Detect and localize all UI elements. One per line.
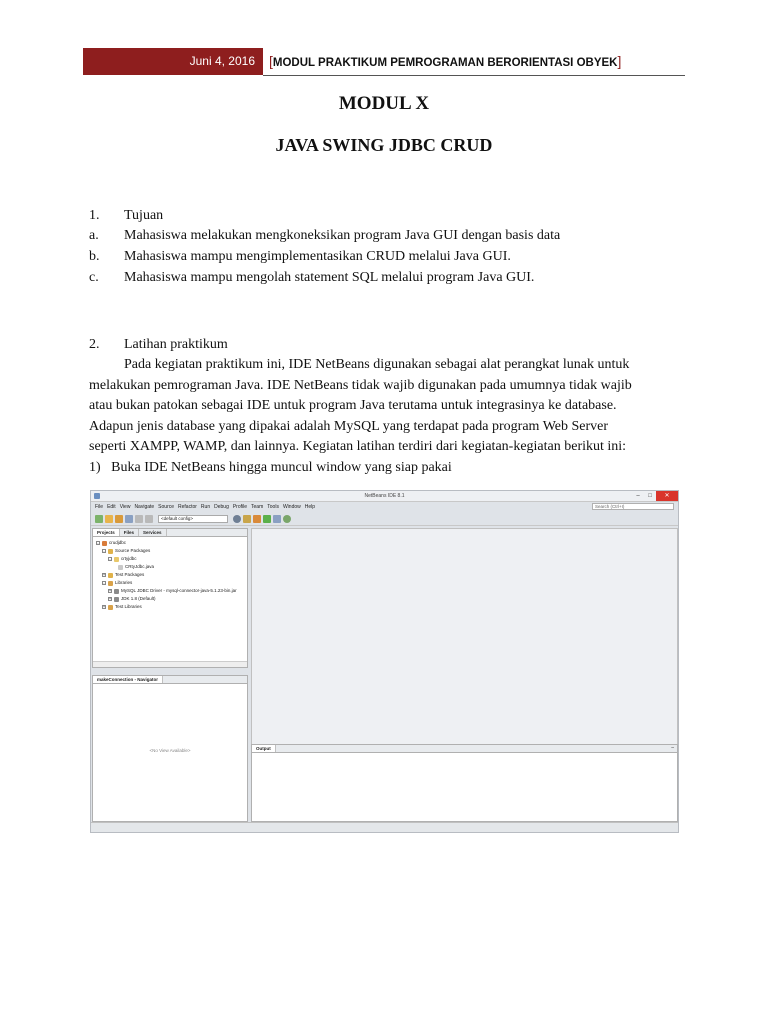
menu-help[interactable]: Help	[304, 503, 316, 510]
tree-node[interactable]	[96, 563, 247, 571]
paragraph-line: seperti XAMPP, WAMP, dan lainnya. Kegiatan latihan terdiri dari kegiatan-kegiatan berikut ini:	[89, 439, 627, 454]
section1-heading	[89, 206, 163, 226]
tree-node[interactable]	[96, 587, 247, 595]
header-title	[269, 48, 621, 75]
tree-label: crtyjdbc	[121, 556, 137, 561]
navigator-tabs	[93, 676, 247, 684]
maximize-icon[interactable]: □	[648, 493, 652, 499]
menu-file[interactable]: File	[95, 503, 104, 510]
tree-node[interactable]	[96, 579, 247, 587]
project-icon	[102, 541, 107, 546]
jdk-icon	[114, 597, 119, 602]
goal-item	[89, 247, 511, 267]
navigator-empty-text: <No View Available>	[149, 748, 191, 753]
step-1: 1) Buka IDE NetBeans hingga muncul window yang siap pakai	[89, 459, 452, 475]
close-icon[interactable]: ✕	[656, 491, 678, 501]
collapse-icon[interactable]: -	[97, 541, 99, 545]
tree-label: Test Libraries	[115, 604, 142, 609]
clean-build-icon[interactable]	[253, 515, 261, 523]
header-date: Juni 4, 2016	[83, 48, 263, 75]
ide-menubar	[91, 502, 678, 511]
minimize-panel-icon[interactable]: –	[671, 745, 674, 751]
package-folder-icon	[108, 573, 113, 578]
ide-window-title: NetBeans IDE 8.1	[364, 493, 405, 499]
libraries-icon	[108, 581, 113, 586]
ide-toolbar	[91, 512, 678, 526]
netbeans-screenshot	[90, 490, 679, 833]
output-panel	[251, 744, 678, 822]
redo-icon[interactable]	[145, 515, 153, 523]
tree-node[interactable]	[96, 571, 247, 579]
window-controls	[632, 491, 678, 502]
menu-window[interactable]: Window	[282, 503, 301, 510]
tree-node[interactable]	[96, 555, 247, 563]
section1-number: 1.	[89, 208, 100, 223]
tree-label: crudjdbc	[109, 540, 127, 545]
tree-label: MySQL JDBC Driver - mysql-connector-java-5.1.23-bin.jar	[121, 588, 237, 593]
menu-debug[interactable]: Debug	[214, 503, 229, 510]
expand-icon[interactable]: +	[109, 597, 112, 601]
collapse-icon[interactable]: -	[103, 581, 105, 585]
header-title-text: MODUL PRAKTIKUM PEMROGRAMAN BERORIENTASI OBYEK	[272, 57, 618, 69]
projects-panel	[92, 528, 248, 668]
goal-text: Mahasiswa mampu mengimplementasikan CRUD melalui Java GUI.	[124, 249, 511, 264]
menu-navigate[interactable]: Navigate	[134, 503, 155, 510]
projects-tabs	[93, 529, 247, 537]
menu-tools[interactable]: Tools	[267, 503, 279, 510]
save-all-icon[interactable]	[125, 515, 133, 523]
goal-marker: a.	[89, 228, 99, 243]
undo-icon[interactable]	[135, 515, 143, 523]
paragraph-line: atau bukan patokan sebagai IDE untuk program Java terutama untuk integrasinya ke database.	[89, 398, 617, 413]
tree-label: Source Packages	[115, 548, 151, 553]
section2-number: 2.	[89, 337, 100, 352]
tree-label: Libraries	[115, 580, 133, 585]
expand-icon[interactable]: +	[103, 605, 106, 609]
menu-profile[interactable]: Profile	[232, 503, 248, 510]
tree-node[interactable]	[96, 547, 247, 555]
navigator-panel	[92, 675, 248, 822]
tab-navigator[interactable]: makeConnection - Navigator	[93, 676, 163, 683]
libraries-icon	[108, 605, 113, 610]
expand-icon[interactable]: +	[103, 573, 106, 577]
java-file-icon	[118, 565, 123, 570]
tab-projects[interactable]: Projects	[93, 529, 120, 536]
section1-title: Tujuan	[124, 208, 164, 223]
menu-view[interactable]: View	[119, 503, 131, 510]
run-icon[interactable]	[263, 515, 271, 523]
expand-icon[interactable]: +	[109, 589, 112, 593]
module-subtitle: JAVA SWING JDBC CRUD	[275, 135, 493, 155]
project-tree	[93, 537, 247, 611]
config-gear-icon[interactable]	[233, 515, 241, 523]
header-rule	[263, 75, 685, 76]
goal-marker: b.	[89, 249, 100, 264]
header-close-bracket: ]	[617, 53, 622, 69]
paragraph-line: Pada kegiatan praktikum ini, IDE NetBeans digunakan sebagai alat perangkat lunak untuk	[124, 357, 630, 372]
tab-files[interactable]: Files	[120, 529, 139, 536]
profile-icon[interactable]	[283, 515, 291, 523]
tab-services[interactable]: Services	[139, 529, 167, 536]
menu-run[interactable]: Run	[200, 503, 211, 510]
open-project-icon[interactable]	[115, 515, 123, 523]
menu-team[interactable]: Team	[251, 503, 264, 510]
ide-titlebar	[91, 491, 678, 502]
header-open-bracket: [	[269, 53, 273, 69]
minimize-icon[interactable]: –	[636, 493, 640, 499]
menu-source[interactable]: Source	[158, 503, 175, 510]
tab-output[interactable]: Output	[252, 745, 276, 752]
build-icon[interactable]	[243, 515, 251, 523]
paragraph-line: melakukan pemrograman Java. IDE NetBeans tidak wajib digunakan pada umumnya tidak wajib	[89, 377, 632, 393]
horizontal-scrollbar[interactable]	[93, 661, 247, 667]
jar-icon	[114, 589, 119, 594]
module-title: MODUL X	[338, 93, 430, 114]
menu-edit[interactable]: Edit	[107, 503, 116, 510]
debug-icon[interactable]	[273, 515, 281, 523]
output-tabs	[252, 745, 677, 753]
paragraph-line: Adapun jenis database yang dipakai adalah MySQL yang terdapat pada program Web Server	[89, 418, 609, 434]
tree-node[interactable]	[96, 603, 247, 611]
package-icon	[114, 557, 119, 562]
tree-node[interactable]	[96, 595, 247, 603]
practice-paragraph	[89, 355, 679, 478]
status-bar	[91, 822, 678, 832]
goal-item	[89, 226, 560, 246]
goal-marker: c.	[89, 270, 99, 285]
collapse-icon[interactable]: -	[109, 557, 111, 561]
tree-node[interactable]	[96, 539, 247, 547]
section2-title: Latihan praktikum	[124, 337, 228, 352]
page-header	[83, 48, 685, 76]
ide-search-input[interactable]: Search (Ctrl+I)	[592, 503, 674, 510]
tree-label: Test Packages	[115, 572, 145, 577]
collapse-icon[interactable]: -	[103, 549, 105, 553]
goal-text: Mahasiswa mampu mengolah statement SQL melalui program Java GUI.	[124, 270, 535, 285]
section2-heading	[89, 335, 228, 355]
editor-area[interactable]	[251, 528, 678, 745]
goal-item	[89, 268, 534, 288]
config-select[interactable]: <default config>	[158, 515, 228, 523]
goal-text: Mahasiswa melakukan mengkoneksikan program Java GUI dengan basis data	[124, 228, 561, 243]
new-file-icon[interactable]	[105, 515, 113, 523]
package-folder-icon	[108, 549, 113, 554]
tree-label: JDK 1.8 (Default)	[121, 596, 156, 601]
tree-label: CRtyJdbc.java	[125, 564, 155, 569]
new-project-icon[interactable]	[95, 515, 103, 523]
menu-refactor[interactable]: Refactor	[178, 503, 197, 510]
